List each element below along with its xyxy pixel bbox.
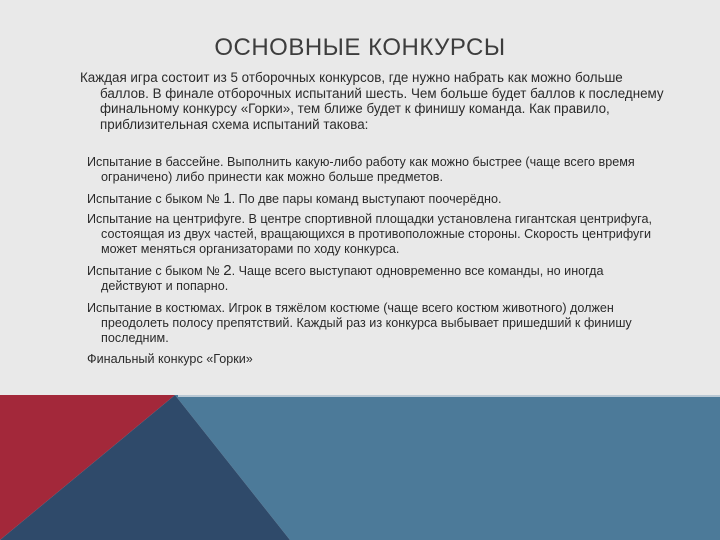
list-item-text: Испытание на центрифуге. В центре спортивной площадки установлена гигантская центрифуга, состоящая из двух частей, вращающихся в противоположные стороны. Скорость центрифуги может меняться организаторами по ходу конкурса. (87, 211, 652, 257)
list-item-text: Испытание с быком № (87, 192, 224, 207)
slide-title: ОСНОВНЫЕ КОНКУРСЫ (214, 34, 506, 61)
intro-paragraph: Каждая игра состоит из 5 отборочных конкурсов, где нужно набрать как можно больше баллов. В финале отборочных испытаний шесть. Чем больше будет баллов к последнему финальному конкурсу «Горки», тем ближе будет к финишу команда. Как правило, приблизительная схема испытаний такова: (80, 70, 664, 132)
list-item-text: . По две пары команд выступают поочерёдно. (231, 192, 502, 207)
bull-number: 2 (223, 262, 232, 280)
bull-number: 1 (223, 190, 232, 208)
list-item-text: Испытание в бассейне. Выполнить какую-либо работу как можно быстрее (чаще всего время ограничено) либо принести как можно больше предметов. (87, 155, 635, 185)
list-item-text: . Чаще всего выступают одновременно все команды, но иногда действуют и попарно. (101, 264, 604, 294)
list-item (87, 155, 667, 185)
list-item-text: Финальный конкурс «Горки» (87, 352, 253, 367)
list-item-text: Испытание с быком № (87, 264, 224, 279)
list-item-text: Испытание в костюмах. Игрок в тяжёлом костюме (чаще всего костюм животного) должен преодолеть полосу препятствий. Каждый раз из конкурса выбывает пришедший к финишу последним. (87, 300, 632, 346)
contest-list (87, 155, 667, 373)
list-item (87, 263, 667, 294)
list-item (87, 212, 667, 258)
list-item (87, 191, 667, 207)
list-item (87, 301, 667, 347)
list-item (87, 352, 667, 367)
decorative-footer (0, 395, 720, 540)
